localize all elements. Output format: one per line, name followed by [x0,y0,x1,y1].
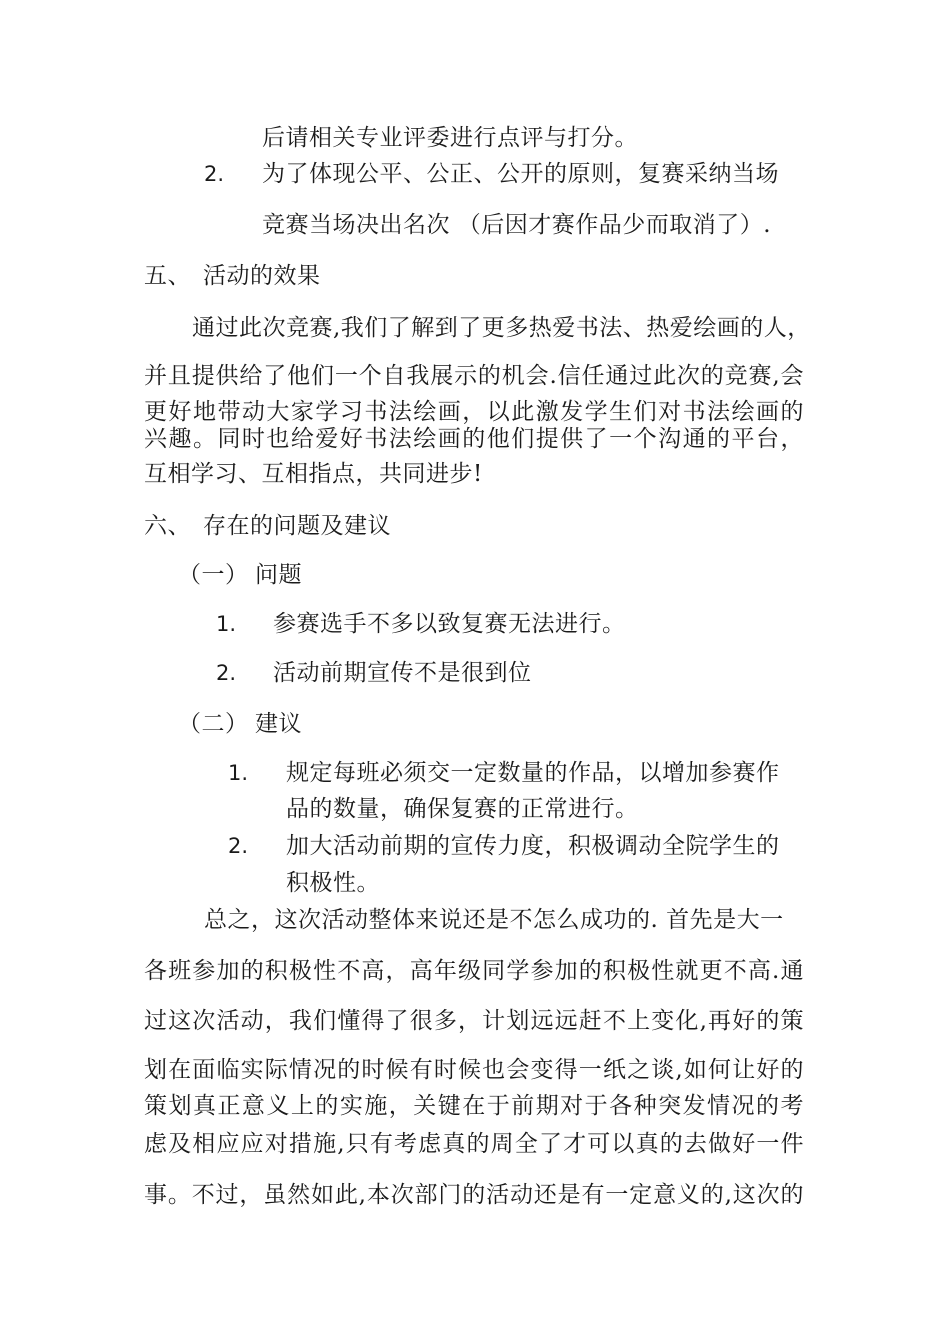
list-item-number: 1. [216,612,237,636]
section-heading: 存在的问题及建议 [203,513,391,539]
paragraph-line: 并且提供给了他们一个自我展示的机会.信任通过此次的竞赛,会 [144,363,804,389]
paragraph-line: 各班参加的积极性不高，高年级同学参加的积极性就更不高.通 [144,958,804,984]
list-item-text: 活动前期宣传不是很到位 [273,660,532,686]
list-item-text: 规定每班必须交一定数量的作品，以增加参赛作 [286,760,780,786]
paragraph-line: 虑及相应应对措施,只有考虑真的周全了才可以真的去做好一件 [144,1131,804,1157]
paragraph-line: 策划真正意义上的实施，关键在于前期对于各种突发情况的考 [144,1093,804,1119]
list-item-number: 1. [228,761,249,785]
section-number: 五、 [144,263,191,289]
list-item-number: 2. [228,834,249,858]
subsection-number: （二） [178,711,249,737]
list-item-number: 2. [216,661,237,685]
paragraph-line: 通过此次竞赛,我们了解到了更多热爱书法、热爱绘画的人， [192,315,811,341]
subsection-heading: 建议 [255,711,302,737]
paragraph-line: 划在面临实际情况的时候有时候也会变得一纸之谈,如何让好的 [144,1057,804,1083]
list-item-text: 参赛选手不多以致复赛无法进行。 [273,611,626,637]
list-item-text-continuation: 积极性。 [286,870,380,896]
section-number: 六、 [144,513,191,539]
subsection-number: （一） [178,562,249,588]
list-item-number: 2. [204,162,225,186]
paragraph-line: 更好地带动大家学习书法绘画，以此激发学生们对书法绘画的 [144,399,804,425]
paragraph-line: 兴趣。同时也给爱好书法绘画的他们提供了一个沟通的平台， [144,426,804,452]
list-item-text: 为了体现公平、公正、公开的原则，复赛采纳当场 [262,161,779,187]
paragraph-line: 事。不过，虽然如此,本次部门的活动还是有一定意义的,这次的 [144,1182,804,1208]
list-item-text-continuation: 竞赛当场决出名次 （后因才赛作品少而取消了）. [262,212,772,238]
list-item-text: 加大活动前期的宣传力度，积极调动全院学生的 [286,833,780,859]
paragraph-line: 过这次活动，我们懂得了很多，计划远远赶不上变化,再好的策 [144,1008,804,1034]
list-item-continuation: 后请相关专业评委进行点评与打分。 [262,125,638,151]
section-heading: 活动的效果 [203,263,321,289]
paragraph-line: 总之，这次活动整体来说还是不怎么成功的. 首先是大一 [204,907,784,933]
subsection-heading: 问题 [255,562,302,588]
paragraph-line: 互相学习、互相指点，共同进步! [144,461,483,487]
list-item-text-continuation: 品的数量，确保复赛的正常进行。 [286,796,639,822]
